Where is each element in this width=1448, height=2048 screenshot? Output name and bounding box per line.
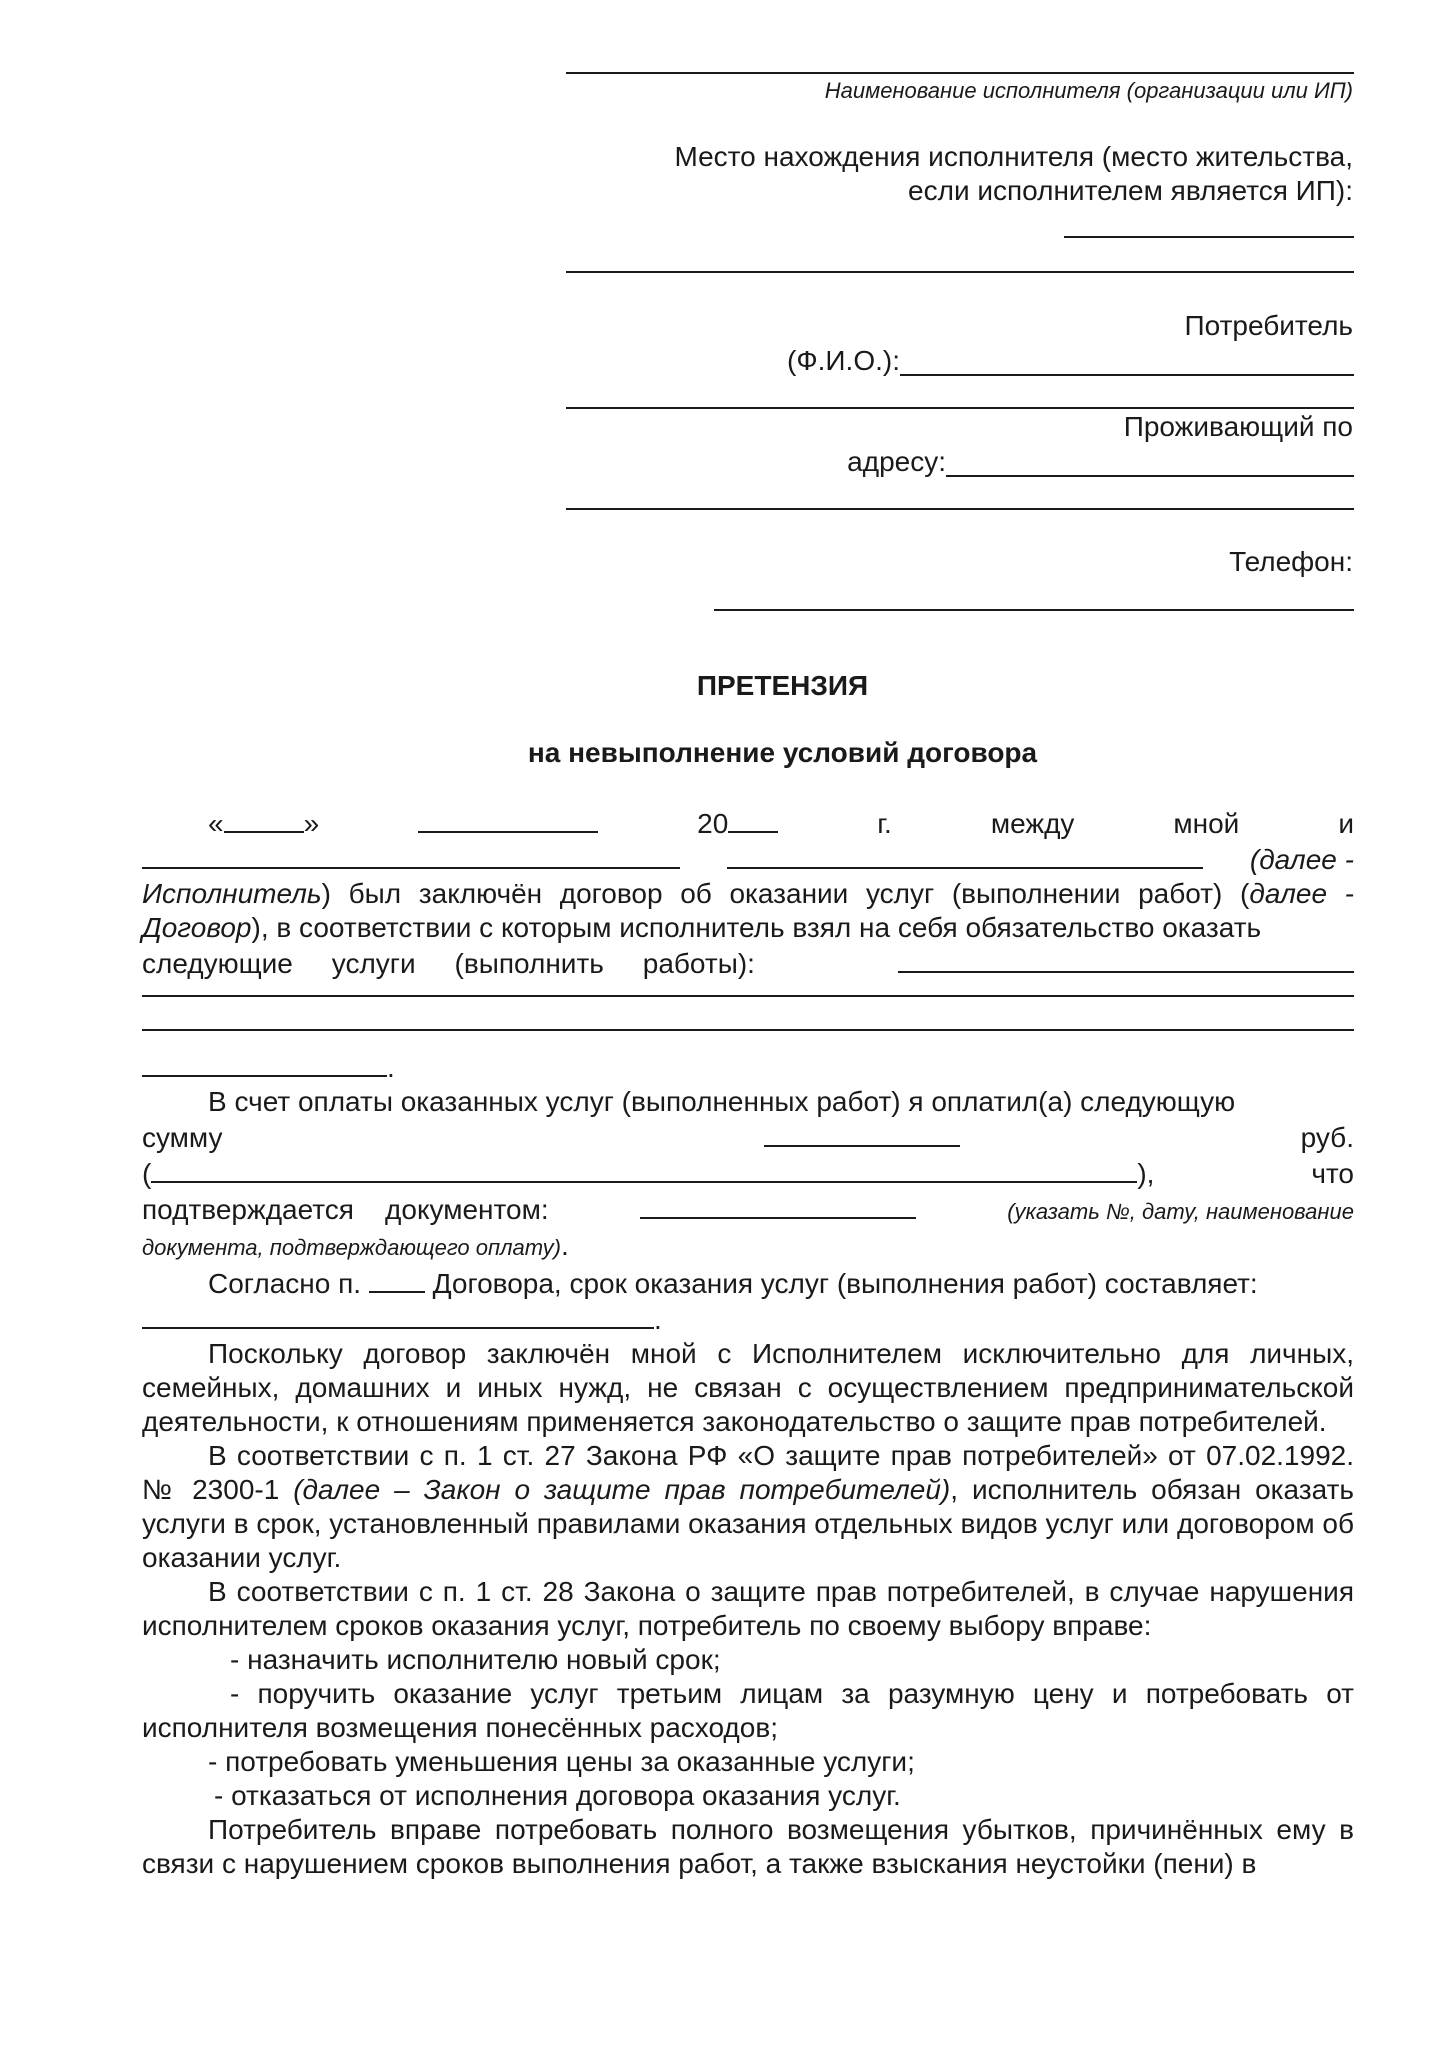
fio-line-2[interactable] [566, 407, 1354, 409]
contract-paragraph: Исполнитель) был заключён договор об оказании услуг (выполнении работ) (далее - Договор), в соответствии с которым исполнитель взял на себя обязательство оказать [142, 878, 1354, 943]
consumer-label: Потребитель [1184, 310, 1353, 341]
personal-needs-paragraph: Поскольку договор заключён мной с Исполнителем исключительно для личных, семейных, домашних и иных нужд, не связан с осуществлением предпринимательской деятельности, к отношениям применяется законодательство о защите прав потребителей. [142, 1338, 1354, 1437]
fio-line[interactable] [900, 374, 1354, 376]
phone-line[interactable] [714, 609, 1354, 611]
list-item: - потребовать уменьшения цены за оказанные услуги; [208, 1746, 915, 1777]
sum-words: ( ), [142, 1155, 1154, 1191]
list-item: - отказаться от исполнения договора оказания услуг. [214, 1780, 901, 1811]
sum-blank[interactable] [764, 1119, 960, 1147]
parties-row [142, 841, 1354, 877]
payment-document-blank[interactable] [640, 1191, 916, 1219]
services-label: следующие услуги (выполнить работы): [142, 948, 755, 979]
year-suffix: г. [877, 808, 892, 839]
services-line-2[interactable] [142, 981, 1354, 1015]
confirmed-label: подтверждается документом: [142, 1194, 549, 1225]
word-and: и [1338, 808, 1354, 839]
law-article-28-paragraph: В соответствии с п. 1 ст. 28 Закона о защите прав потребителей, в случае нарушения исполнителем сроков оказания услуг, потребитель по своему выбору вправе: [142, 1576, 1354, 1641]
executor-caption: Наименование исполнителя (организации или ИП) [824, 78, 1353, 103]
executor-location-line-2[interactable] [566, 271, 1354, 273]
sum-words-row [142, 1155, 1354, 1191]
sum-row [142, 1119, 1354, 1155]
contract-date: « » [208, 805, 319, 841]
phone-label: Телефон: [1229, 546, 1353, 577]
address-label: адресу: [847, 446, 946, 477]
claim-body [142, 805, 1354, 1881]
services-row [142, 945, 1354, 981]
word-me: мной [1173, 808, 1240, 839]
damages-paragraph: Потребитель вправе потребовать полного возмещения убытков, причинённых ему в связи с нарушением сроков выполнения работ, а также взыскания неустойки (пени) в [142, 1814, 1354, 1879]
address-line[interactable] [946, 475, 1354, 477]
address-line-2[interactable] [566, 508, 1354, 510]
term-blank[interactable] [142, 1301, 654, 1329]
word-between: между [990, 808, 1075, 839]
sum-words-blank[interactable] [151, 1155, 1137, 1183]
term-line: . [142, 1301, 1354, 1337]
rub-label: руб. [1300, 1122, 1354, 1153]
year: 20 [697, 805, 778, 841]
executor-location-label-2: если исполнителем является ИП): [908, 175, 1353, 206]
contract-date-row [142, 805, 1354, 841]
sum-label: сумму [142, 1122, 223, 1153]
services-line-3[interactable] [142, 1015, 1354, 1049]
hereinafter-label: (далее - [1249, 844, 1354, 875]
word-what: что [1311, 1158, 1354, 1189]
list-item: - поручить оказание услуг третьим лицам за разумную цену и потребовать от исполнителя возмещения понесённых расходов; [142, 1678, 1354, 1743]
executor-name-line[interactable] [566, 72, 1354, 74]
term-paragraph: Согласно п. Договора, срок оказания услуг (выполнения работ) составляет: [142, 1265, 1354, 1301]
executor-name-blank[interactable] [727, 841, 1203, 869]
document-title: ПРЕТЕНЗИЯ [696, 670, 869, 701]
payment-paragraph: В счет оплаты оказанных услуг (выполненных работ) я оплатил(а) следующую [208, 1086, 1236, 1117]
document-subtitle: на невыполнение условий договора [527, 737, 1038, 768]
consumer-name-blank[interactable] [142, 841, 680, 869]
executor-location-line-1[interactable] [1064, 236, 1354, 238]
document-row [142, 1191, 1354, 1229]
services-blank-1[interactable] [898, 945, 1354, 973]
day-blank[interactable] [224, 805, 304, 833]
residing-label: Проживающий по [1123, 411, 1353, 442]
fio-label: (Ф.И.О.): [787, 345, 900, 376]
payment-hint-continued: документа, подтверждающего оплату). [142, 1230, 569, 1261]
law-article-27-paragraph: В соответствии с п. 1 ст. 27 Закона РФ «О защите прав потребителей» от 07.02.1992. № 2300-1 (далее – Закон о защите прав потребителей), исполнитель обязан оказать услуги в срок, установленный правилами оказания отдельных видов услуг или договором об оказании услуг. [142, 1440, 1354, 1573]
payment-hint: (указать №, дату, наименование [1007, 1199, 1354, 1224]
services-blank-4[interactable] [142, 1049, 387, 1077]
executor-location-label-1: Место нахождения исполнителя (место жительства, [674, 141, 1353, 172]
year-blank[interactable] [728, 805, 778, 833]
clause-number-blank[interactable] [369, 1265, 425, 1293]
services-line-4: . [142, 1049, 1354, 1085]
month-blank[interactable] [418, 805, 598, 833]
list-item: - назначить исполнителю новый срок; [230, 1644, 721, 1675]
